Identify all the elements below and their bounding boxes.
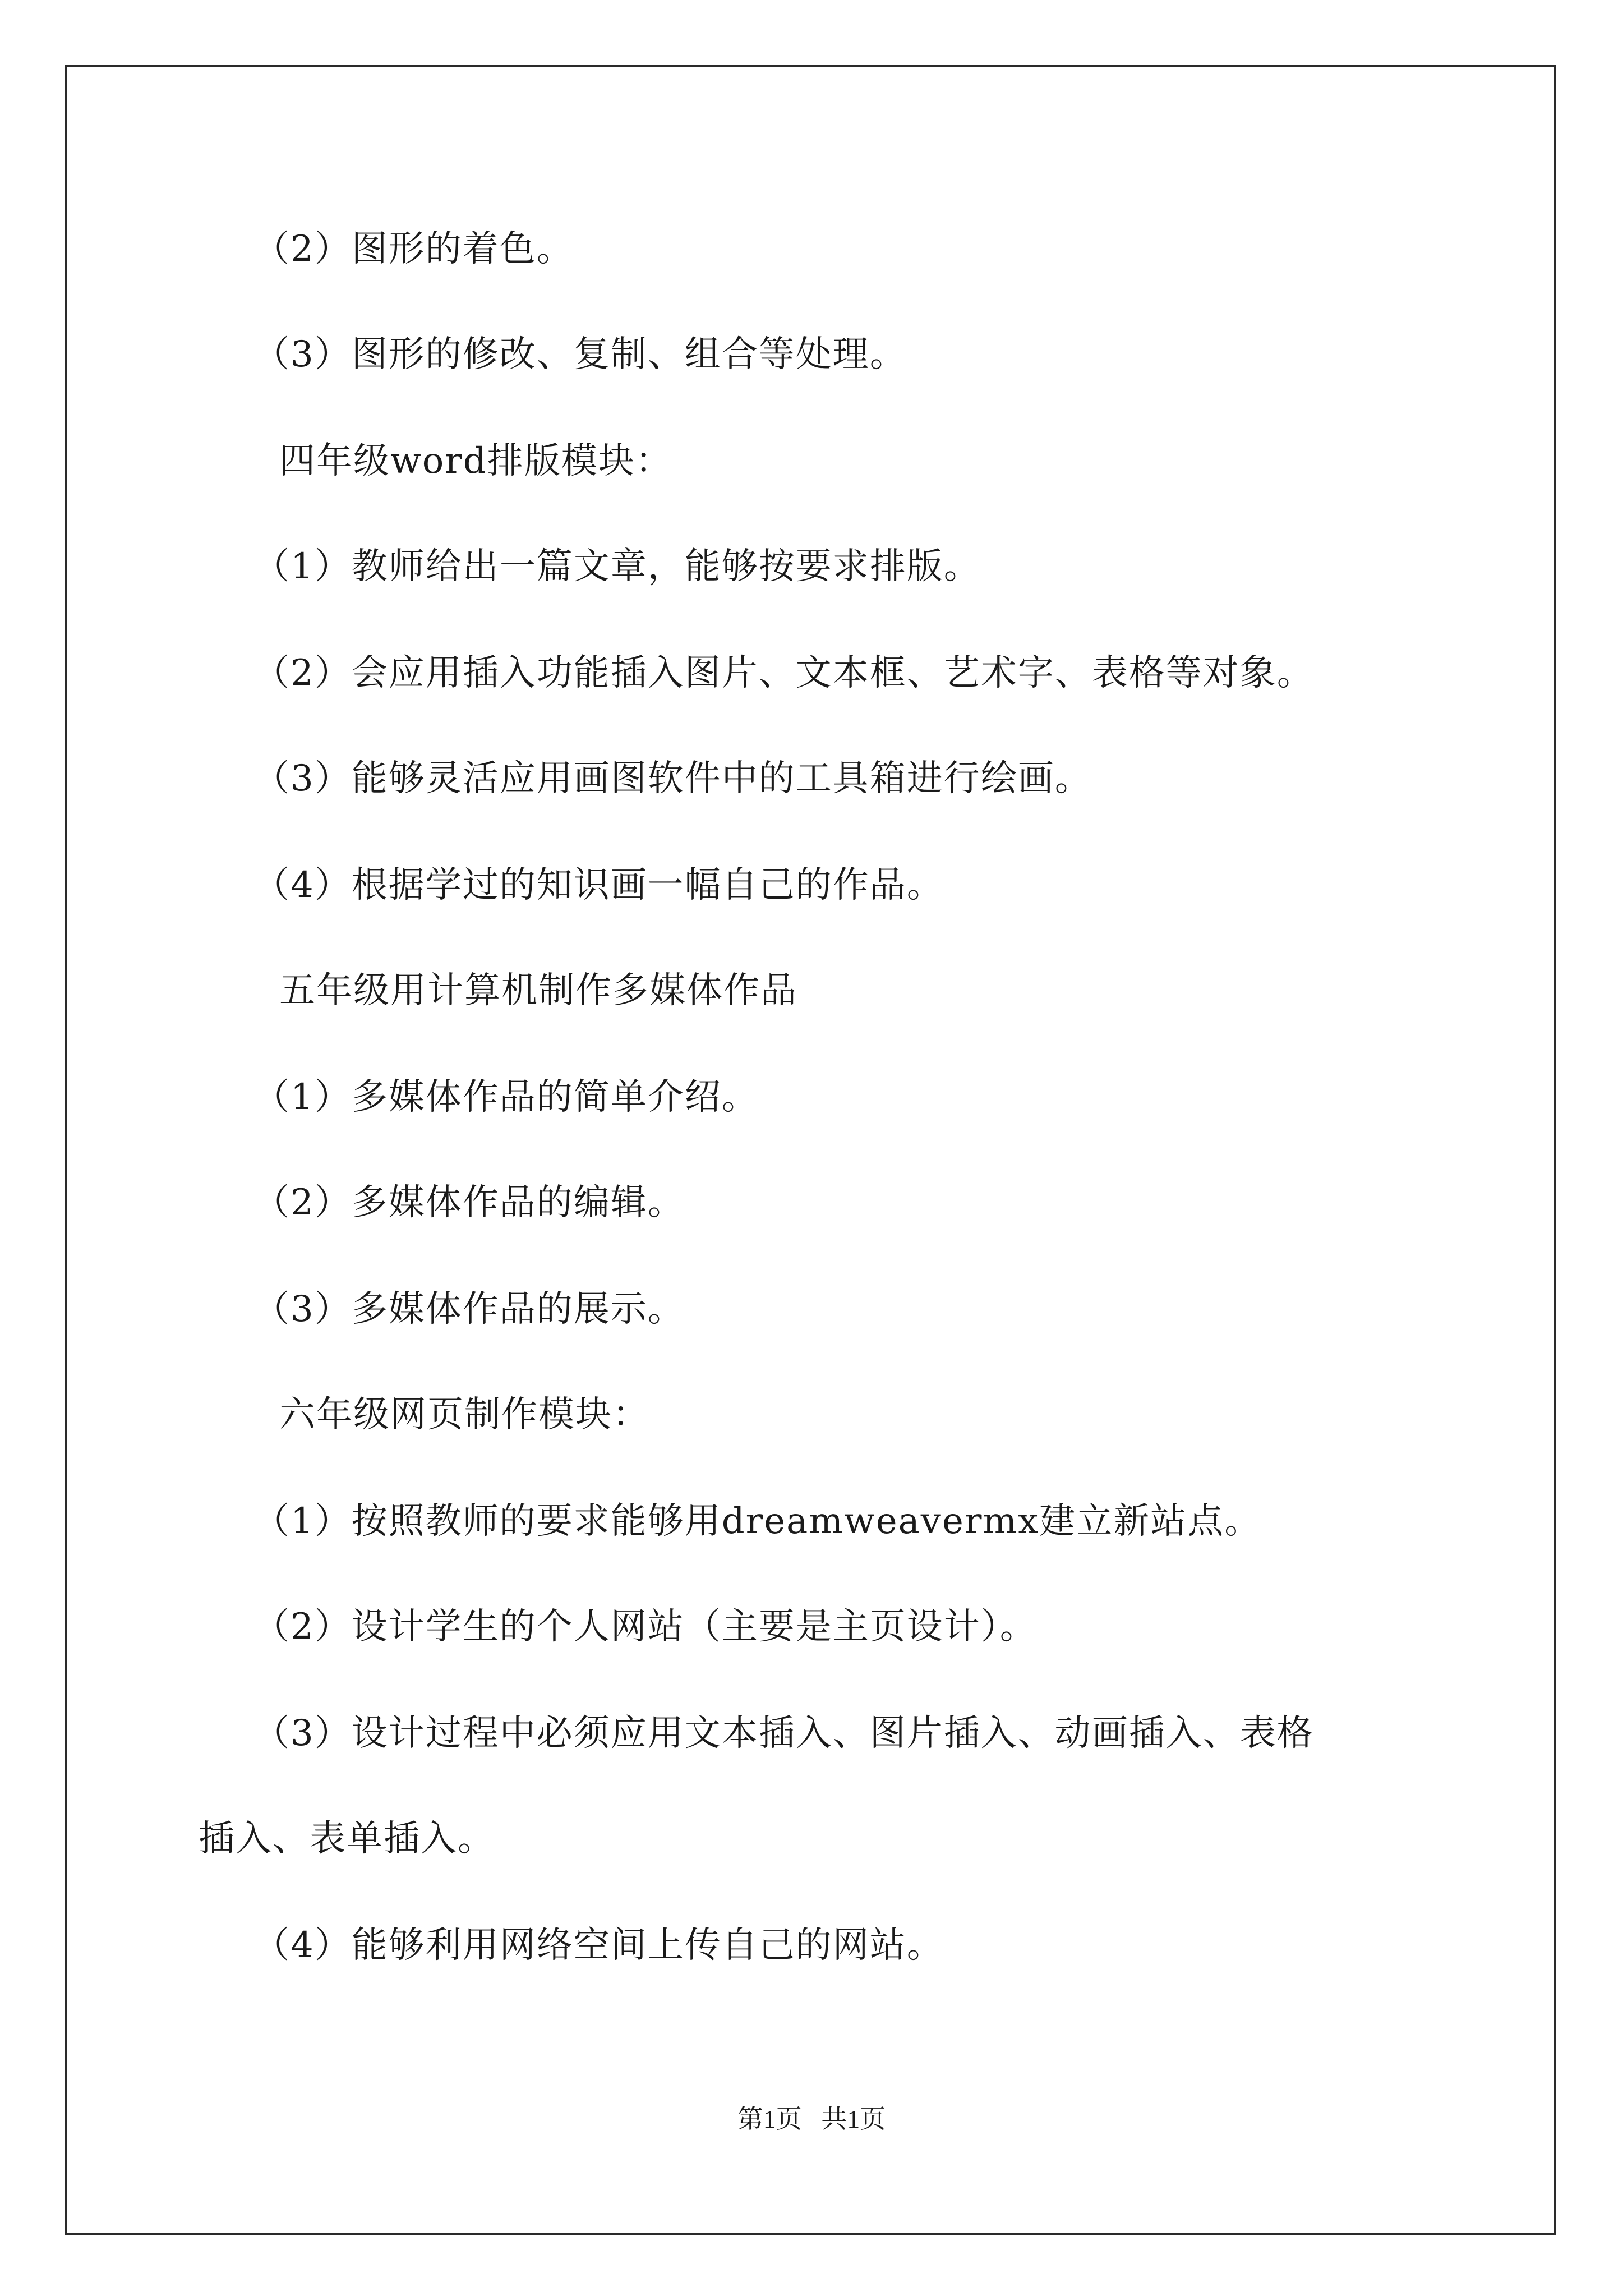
text-line: （4）能够利用网络空间上传自己的网站。 xyxy=(253,1925,944,1966)
page-border xyxy=(65,65,1556,2235)
text-line: 五年级用计算机制作多媒体作品 xyxy=(279,970,797,1011)
text-line: （2）设计学生的个人网站（主要是主页设计）。 xyxy=(253,1606,1037,1648)
text-line: 插入、表单插入。 xyxy=(199,1818,495,1860)
page-number-footer: 第1页 共1页 xyxy=(737,2105,886,2133)
text-line: （1）教师给出一篇文章，能够按要求排版。 xyxy=(253,546,981,587)
text-line: 六年级网页制作模块： xyxy=(279,1394,649,1435)
text-line: （3）多媒体作品的展示。 xyxy=(253,1289,685,1330)
text-line: （1）多媒体作品的简单介绍。 xyxy=(253,1076,759,1118)
text-line: （3）能够灵活应用画图软件中的工具箱进行绘画。 xyxy=(253,758,1092,799)
text-line: （1）按照教师的要求能够用dreamweavermx建立新站点。 xyxy=(253,1501,1262,1542)
text-line: （2）会应用插入功能插入图片、文本框、艺术字、表格等对象。 xyxy=(253,652,1314,694)
text-line: （4）根据学过的知识画一幅自己的作品。 xyxy=(253,864,944,906)
text-line: （2）图形的着色。 xyxy=(253,228,574,270)
text-line: 四年级word排版模块： xyxy=(279,440,672,482)
text-line: （2）多媒体作品的编辑。 xyxy=(253,1182,685,1223)
text-line: （3）图形的修改、复制、组合等处理。 xyxy=(253,334,907,375)
text-line: （3）设计过程中必须应用文本插入、图片插入、动画插入、表格 xyxy=(253,1713,1314,1754)
